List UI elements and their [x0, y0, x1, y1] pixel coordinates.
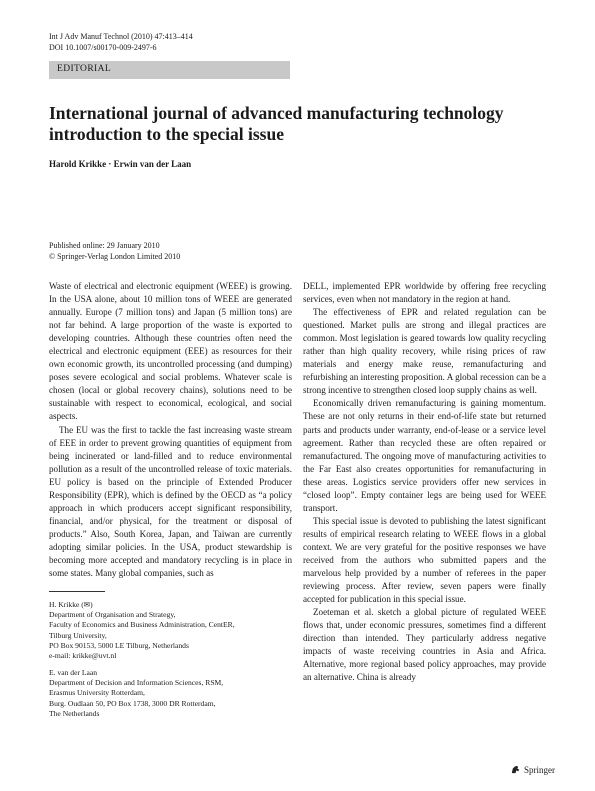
affiliation-line: Burg. Oudlaan 50, PO Box 1738, 3000 DR Rotterdam, [49, 698, 216, 708]
affiliation-line: Department of Organisation and Strategy, [49, 610, 176, 620]
paragraph: The EU was the first to tackle the fast increasing waste stream of EEE in order to prevent growing quantities of equipment from being incinerated or land-filled and to reduce environmental pollution as a result of the uncontrolled release of toxic materials. EU policy is based on the principle of Extended Producer Responsibility (EPR), which is defined by the OECD as “a policy approach in which producers accept significant responsibility, financial, and/or physical, for the treatment or disposal of products.” Also, South Korea, Japan, and Taiwan are currently adopting similar policies. In the USA, product stewardship is becoming more accepted and mandatory recycling is in place in some states. Many global companies, such as [49, 424, 292, 579]
left-column [49, 280, 292, 580]
paragraph: The effectiveness of EPR and related regulation can be questioned. Market pulls are strong and illegal practices are common. Most legislation is geared towards low quality recycling rather than high quality recovery, while rising prices of raw materials and energy make reuse, remanufacturing and refurbishing an interesting proposition. A global recession can be a strong incentive to strengthen closed loop supply chains as well. [303, 307, 546, 396]
published-date: Published online: 29 January 2010 [49, 241, 160, 250]
affiliation-line: E. van der Laan [49, 668, 98, 677]
right-column [303, 280, 546, 684]
section-label: EDITORIAL [57, 64, 112, 74]
affiliation-line: PO Box 90153, 5000 LE Tilburg, Netherlands [49, 640, 189, 650]
affiliation-line: Faculty of Economics and Business Administration, CentER, [49, 620, 235, 630]
paragraph: Waste of electrical and electronic equipment (WEEE) is growing. In the USA alone, about 10 million tons of WEEE are generated annually. Europe (7 million tons) and Japan (5 million tons) are not far behind. A large proportion of the waste is exported to developing countries. Although these countries often need the electrical and electronic equipment (EEE) as resources for their own economic growth, its uncontrolled processing (and dumping) poses severe ecological and social problems. Whatever scale is chosen (local or global recovery chains), solutions need to be sustainable with respect to economical, ecological, and social aspects. [49, 281, 292, 422]
affiliation-line: Erasmus University Rotterdam, [49, 688, 145, 698]
article-title: International journal of advanced manufacturing technology introduction to the special issue [49, 103, 504, 144]
paragraph: This special issue is devoted to publishing the latest significant results of empirical research relating to WEEE flows in a global context. We are very grateful for the positive responses we have received from the authors who submitted papers and the marvelous help provided by a number of referees in the paper reviewing process. After review, seven papers were finally accepted for publication in this special issue. [303, 515, 546, 605]
journal-citation-header [49, 31, 193, 53]
paragraph: Economically driven remanufacturing is gaining momentum. These are not only returns in their end-of-life state but returned parts and products under warranty, end-of-lease or a service level agreement. Rather than recycled these are often repaired or remanufactured. The ongoing move of manufacturing activities to the Far East also creates opportunities for remanufacturing in these areas. Logistics service providers offer new services in “closed loop”. Empty container legs are being used for WEEE transport. [303, 398, 546, 513]
affiliation-line: Tilburg University, [49, 630, 107, 640]
author-affiliation-krikke [49, 600, 292, 661]
paragraph: Zoeteman et al. sketch a global picture of regulated WEEE flows that, under economic pressures, sometimes find a different direction than intended. They particularly address negative impacts of waste receiving countries in Asia and Africa. Alternative, more regional based policy approaches, may provide an alternative. China is already [303, 607, 546, 683]
copyright-notice: © Springer-Verlag London Limited 2010 [49, 252, 181, 261]
affiliation-line: Department of Decision and Information Sciences, RSM, [49, 678, 224, 688]
publisher-logo [510, 764, 555, 775]
publication-info [49, 240, 180, 262]
doi: DOI 10.1007/s00170-009-2497-6 [49, 43, 157, 52]
affiliation-email[interactable]: e-mail: krikke@uvt.nl [49, 651, 117, 661]
affiliation-line: H. Krikke (✉) [49, 600, 93, 609]
affiliation-line: The Netherlands [49, 708, 100, 718]
paragraph: DELL, implemented EPR worldwide by offering free recycling services, even when not mandatory in the region at hand. [303, 281, 546, 305]
publisher-name: Springer [524, 764, 555, 775]
journal-citation: Int J Adv Manuf Technol (2010) 47:413–414 [49, 32, 193, 41]
author-affiliation-van-der-laan [49, 668, 292, 719]
author-list: Harold Krikke · Erwin van der Laan [49, 159, 192, 169]
springer-horse-icon [510, 764, 521, 775]
footnote-divider [49, 591, 105, 592]
